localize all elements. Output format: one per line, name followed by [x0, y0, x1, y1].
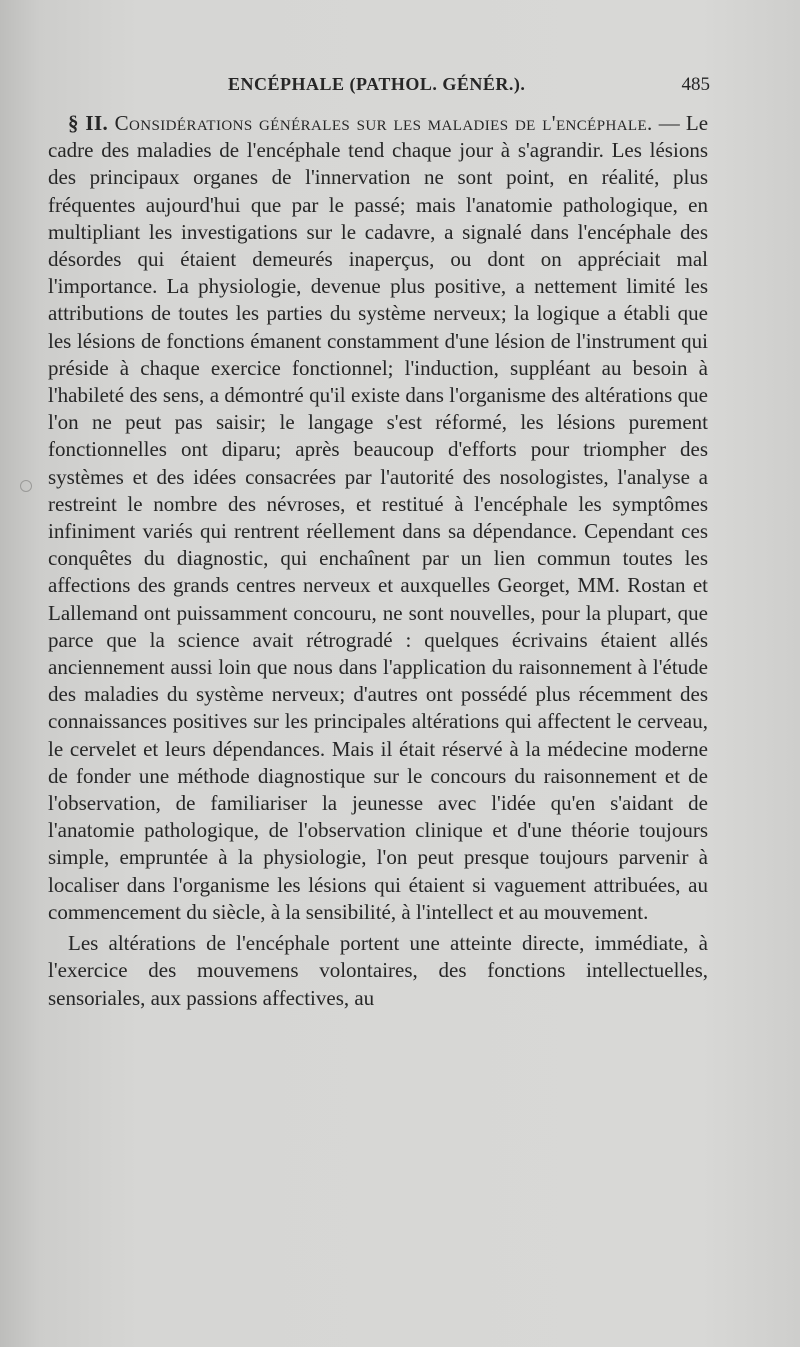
- page-number: 485: [681, 74, 710, 95]
- section-number: § II.: [68, 111, 109, 135]
- paragraph-2: Les altérations de l'encéphale portent une atteinte directe, immédiate, à l'exercice des mouvemens volontaires, des fonctions intellectuelles, sensoriales, aux passions affectives, au: [48, 931, 708, 1010]
- page-header: [0, 74, 800, 104]
- section-heading: [68, 111, 653, 135]
- running-head: ENCÉPHALE (PATHOL. GÉNÉR.).: [228, 74, 526, 94]
- section-title: Considérations générales sur les maladies de l'encéphale.: [114, 111, 653, 135]
- margin-mark: [20, 480, 32, 492]
- paragraph-1-text: — Le cadre des maladies de l'encéphale tend chaque jour à s'agrandir. Les lésions des principaux organes de l'innervation ne sont point, en réalité, plus fréquentes aujourd'hui que par le passé; mais l'anatomie pathologique, en multipliant les investigations sur le cadavre, a signalé dans l'encéphale des désordes qui étaient demeurés inaperçus, ou dont on appréciait mal l'importance. La physiologie, devenue plus positive, a nettement limité les attributions de toutes les parties du système nerveux; la logique a établi que les lésions de fonctions émanent constamment d'une lésion de l'instrument qui préside à chaque exercice fonctionnel; l'induction, suppléant au besoin à l'habileté des sens, a démontré qu'il existe dans l'organisme des altérations que l'on ne peut pas saisir; le langage s'est réformé, les lésions purement fonctionnelles ont diparu; après beaucoup d'efforts pour triompher des systèmes et des idées consacrées par l'autorité des nosologistes, l'analyse a restreint le nombre des névroses, et restitué à l'encéphale les symptômes infiniment variés qui rentrent réellement dans sa dépendance. Cependant ces conquêtes du diagnostic, qui enchaînent par un lien commun toutes les affections des grands centres nerveux et auxquelles Georget, MM. Rostan et Lallemand ont puissamment concouru, ne sont nouvelles, pour la plupart, que parce que la science avait rétrogradé : quelques écrivains étaient allés anciennement aussi loin que nous dans l'application du raisonnement à l'étude des maladies du système nerveux; d'autres ont possédé plus récemment des connaissances positives sur les principales altérations qui affectent le cerveau, le cervelet et leurs dépendances. Mais il était réservé à la médecine moderne de fonder une méthode diagnostique sur le concours du raisonnement et de l'observation, de familiariser la jeunesse avec l'idée qu'en s'aidant de l'anatomie pathologique, de l'observation clinique et d'une théorie toujours simple, empruntée à la physiologie, l'on peut presque toujours parvenir à localiser dans l'organisme les lésions qui étaient si vaguement attribuées, au commencement du siècle, à la sensibilité, à l'intellect et au mouvement.: [48, 111, 709, 924]
- body-text: [48, 110, 708, 1012]
- paragraph-1: [48, 110, 708, 926]
